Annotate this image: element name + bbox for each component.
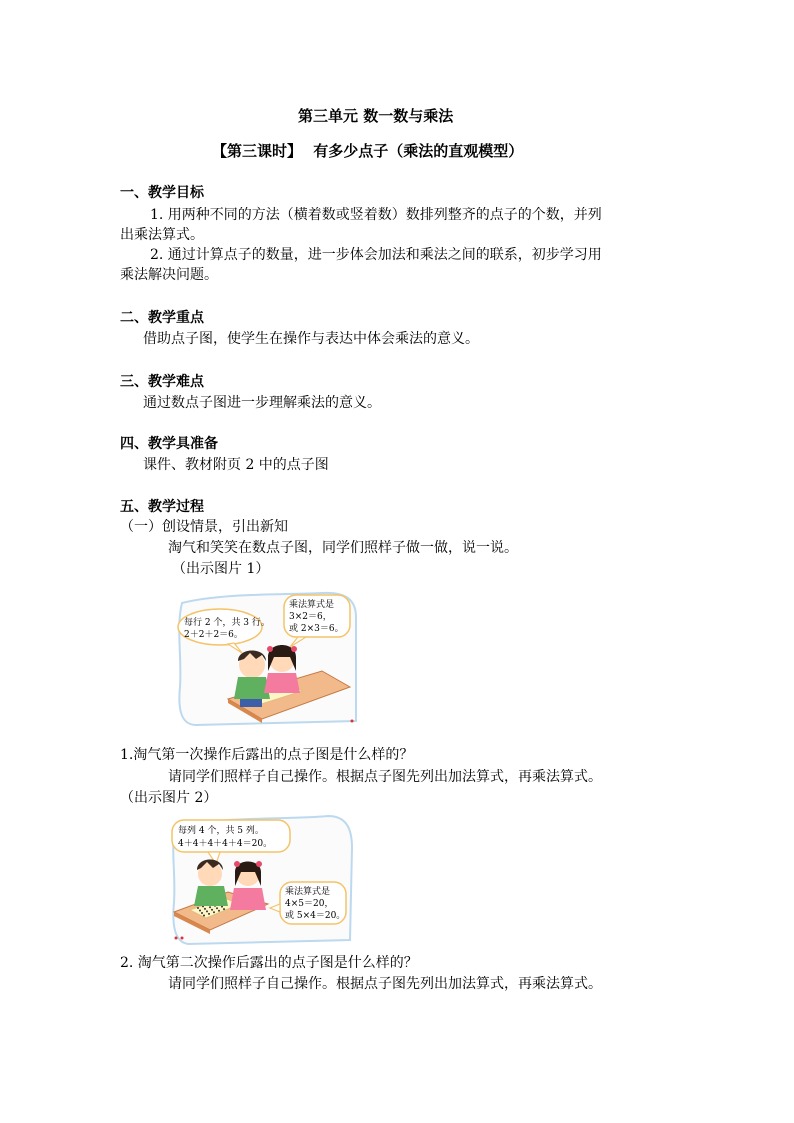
figure-2-dot bbox=[206, 910, 208, 912]
figure-2-right-bubble-line-3: 或 5×4＝20。 bbox=[285, 911, 346, 921]
figure-2-dot bbox=[218, 910, 220, 912]
picture-2-caption: （出示图片 2） bbox=[120, 790, 218, 806]
figure-1-left-bubble-line-2: 2＋2＋2＝6。 bbox=[184, 630, 243, 640]
figure-2-dot bbox=[199, 910, 201, 912]
goal-2-line-2: 乘法解决问题。 bbox=[120, 267, 218, 283]
figure-1-right-bubble-line-3: 或 2×3＝6。 bbox=[289, 624, 344, 634]
goal-2-line-1: 2. 通过计算点子的数量，进一步体会加法和乘法之间的联系，初步学习用 bbox=[150, 247, 602, 263]
figure-2-top-bubble-line-1: 每列 4 个，共 5 列。 bbox=[178, 826, 264, 836]
figure-2-dot bbox=[201, 912, 203, 914]
process-subheading-1: （一）创设情景，引出新知 bbox=[120, 519, 288, 535]
section-heading-goals: 一、教学目标 bbox=[120, 185, 204, 201]
figure-2-svg bbox=[168, 812, 356, 948]
doc-title: 第三单元 数一数与乘法 bbox=[298, 107, 454, 125]
figure-2-dot bbox=[223, 908, 225, 910]
question-1-text: 请同学们照样子自己操作。根据点子图先列出加法算式，再乘法算式。 bbox=[168, 769, 602, 785]
figure-1-illustration bbox=[172, 587, 360, 729]
materials-text: 课件、教材附页 2 中的点子图 bbox=[143, 457, 329, 473]
difficulties-text: 通过数点子图进一步理解乘法的意义。 bbox=[143, 395, 381, 411]
figure-2-dot bbox=[203, 915, 205, 917]
goal-1-line-2: 出乘法算式。 bbox=[120, 227, 204, 243]
section-heading-process: 五、教学过程 bbox=[120, 499, 204, 515]
question-2-text: 请同学们照样子自己操作。根据点子图先列出加法算式，再乘法算式。 bbox=[168, 976, 602, 992]
section-heading-difficulties: 三、教学难点 bbox=[120, 374, 204, 390]
figure-2-dot bbox=[209, 906, 211, 908]
figure-2-dot bbox=[197, 907, 199, 909]
lesson-title: 有多少点子（乘法的直观模型） bbox=[313, 142, 524, 160]
figure-1-right-bubble-line-1: 乘法算式是 bbox=[289, 600, 335, 610]
figure-2-illustration bbox=[168, 812, 356, 948]
question-1: 1.淘气第一次操作后露出的点子图是什么样的？ bbox=[120, 747, 414, 763]
figure-2-dot bbox=[208, 913, 210, 915]
figure-1-left-bubble-line-1: 每行 2 个，共 3 行。 bbox=[184, 618, 270, 628]
lesson-tag: 【第三课时】 bbox=[212, 142, 303, 160]
figure-2-right-bubble bbox=[270, 882, 346, 924]
figure-2-right-bubble-line-2: 4×5＝20， bbox=[285, 899, 334, 909]
figure-1-right-bubble-line-2: 3×2＝6， bbox=[289, 612, 332, 622]
figure-2-right-bubble-line-1: 乘法算式是 bbox=[285, 887, 331, 897]
section-heading-materials: 四、教学具准备 bbox=[120, 436, 218, 452]
lesson-header bbox=[212, 141, 523, 161]
picture-1-caption: （出示图片 1） bbox=[172, 561, 270, 577]
figure-2-dot bbox=[204, 908, 206, 910]
goal-1-line-1: 1. 用两种不同的方法（横着数或竖着数）数排列整齐的点子的个数，并列 bbox=[150, 207, 602, 223]
figure-2-dot bbox=[213, 911, 215, 913]
figure-2-dot bbox=[216, 907, 218, 909]
key-points-text: 借助点子图，使学生在操作与表达中体会乘法的意义。 bbox=[143, 331, 479, 347]
process-intro-text: 淘气和笑笑在数点子图，同学们照样子做一做，说一说。 bbox=[168, 540, 518, 556]
figure-1-svg bbox=[172, 587, 360, 729]
section-heading-key-points: 二、教学重点 bbox=[120, 310, 204, 326]
figure-2-dot bbox=[211, 909, 213, 911]
question-2: 2. 淘气第二次操作后露出的点子图是什么样的？ bbox=[120, 955, 418, 971]
figure-2-top-bubble-line-2: 4＋4＋4＋4＋4＝20。 bbox=[178, 839, 273, 849]
